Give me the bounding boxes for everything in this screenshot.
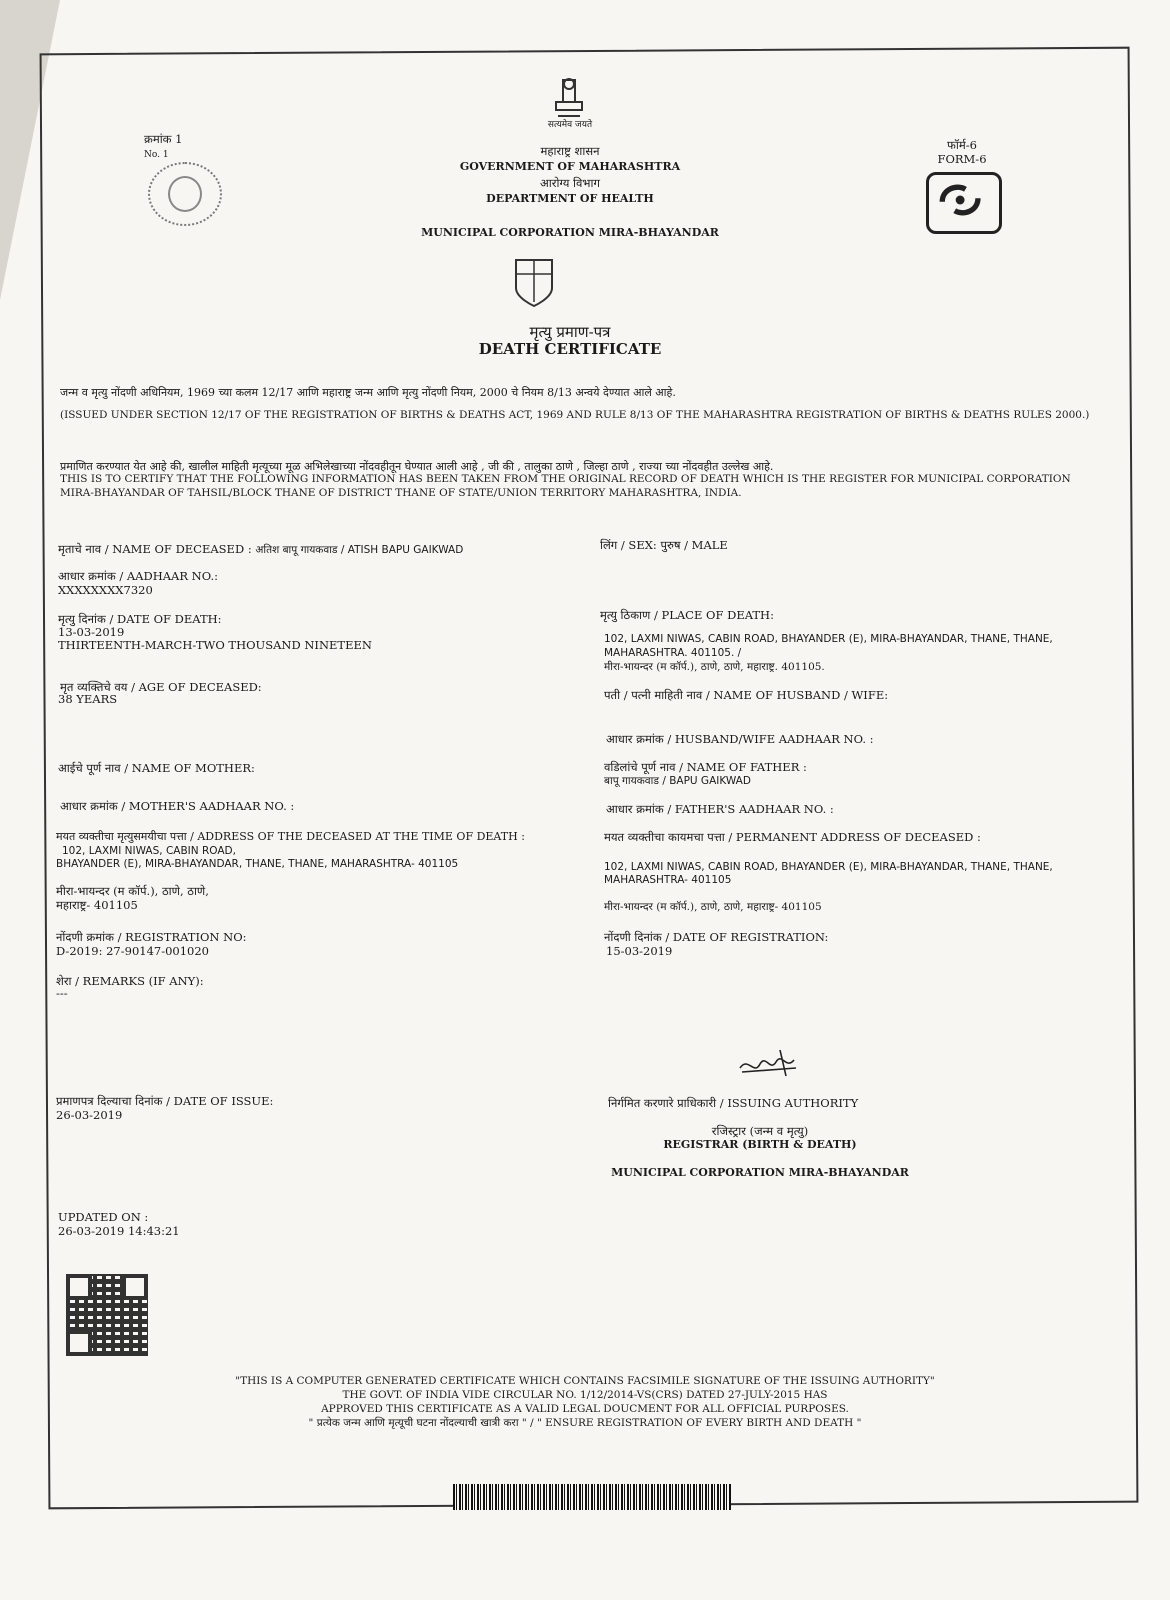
sex-label: लिंग / SEX:: [600, 538, 657, 552]
serial-mr: क्रमांक 1: [144, 132, 183, 146]
certify-en-2: MIRA-BHAYANDAR OF TAHSIL/BLOCK THANE OF DISTRICT THANE OF STATE/UNION TERRITORY MAHARASHTRA, INDIA.: [60, 487, 742, 499]
address-mr-2: महाराष्ट्र- 401105: [56, 898, 138, 912]
perm-line-2: MAHARASHTRA- 401105: [604, 874, 732, 886]
crs-logo-icon: [926, 172, 1002, 234]
title-mr: मृत्यु प्रमाण-पत्र: [529, 323, 611, 341]
mother-aadhaar-label: आधार क्रमांक / MOTHER'S AADHAAR NO. :: [60, 799, 295, 813]
deceased-name-label: मृताचे नाव / NAME OF DECEASED :: [58, 542, 252, 556]
regdate-label: नोंदणी दिनांक / DATE OF REGISTRATION:: [604, 930, 829, 944]
registrar-signature-icon: [736, 1046, 806, 1082]
updated-value: 26-03-2019 14:43:21: [58, 1224, 180, 1238]
regdate-value: 15-03-2019: [606, 944, 673, 958]
spouse-label: पती / पत्नी माहिती नाव / NAME OF HUSBAND / WIFE:: [604, 688, 889, 702]
father-label: वडिलांचे पूर्ण नाव / NAME OF FATHER :: [604, 760, 807, 774]
father-aadhaar-label: आधार क्रमांक / FATHER'S AADHAAR NO. :: [606, 802, 834, 816]
sex-row: [600, 538, 728, 552]
footer-line-1: "THIS IS A COMPUTER GENERATED CERTIFICATE WHICH CONTAINS FACSIMILE SIGNATURE OF THE ISSUING AUTHORITY": [235, 1375, 935, 1387]
gov-mr: महाराष्ट्र शासन: [540, 144, 600, 158]
deceased-name-row: [58, 542, 463, 557]
dod-words: THIRTEENTH-MARCH-TWO THOUSAND NINETEEN: [58, 638, 372, 652]
gov-en: GOVERNMENT OF MAHARASHTRA: [459, 160, 681, 173]
perm-label: मयत व्यक्तीचा कायमचा पत्ता / PERMANENT ADDRESS OF DECEASED :: [604, 830, 981, 844]
age-label: मृत व्यक्तिचे वय / AGE OF DECEASED:: [60, 680, 262, 694]
act-en: (ISSUED UNDER SECTION 12/17 OF THE REGISTRATION OF BIRTHS & DEATHS ACT, 1969 AND RULE 8/13 OF THE MAHARASHTRA REGISTRATION OF BIRTHS & DEATHS RULES 2000.): [60, 409, 1090, 421]
barcode-icon: [453, 1484, 731, 1510]
dod-value: 13-03-2019: [58, 625, 125, 639]
mother-label: आईचे पूर्ण नाव / NAME OF MOTHER:: [58, 761, 255, 775]
certificate-border: [40, 47, 1139, 1510]
address-line-1: 102, LAXMI NIWAS, CABIN ROAD,: [62, 845, 236, 857]
registrar-mr: रजिस्ट्रार (जन्म व मृत्यु): [711, 1124, 809, 1138]
footer-line-2: THE GOVT. OF INDIA VIDE CIRCULAR NO. 1/12/2014-VS(CRS) DATED 27-JULY-2015 HAS: [342, 1389, 828, 1401]
emblem-motto: सत्यमेव जयते: [547, 120, 593, 130]
dod-label: मृत्यु दिनांक / DATE OF DEATH:: [58, 612, 222, 626]
sex-value: पुरुष / MALE: [660, 538, 728, 552]
footer-line-3: APPROVED THIS CERTIFICATE AS A VALID LEGAL DOUCMENT FOR ALL OFFICIAL PURPOSES.: [321, 1403, 849, 1415]
form-en: FORM-6: [937, 152, 987, 166]
qr-code-icon: [66, 1274, 148, 1356]
issue-date-value: 26-03-2019: [56, 1108, 123, 1122]
municipal-crest-icon: [508, 254, 560, 310]
serial-en: No. 1: [144, 150, 169, 160]
stamp-seal-icon: [148, 162, 222, 226]
spouse-aadhaar-label: आधार क्रमांक / HUSBAND/WIFE AADHAAR NO. :: [606, 732, 874, 746]
father-value: बापू गायकवाड / BAPU GAIKWAD: [604, 775, 751, 787]
national-emblem-icon: [544, 74, 594, 124]
remarks-label: शेरा / REMARKS (IF ANY):: [56, 974, 204, 988]
address-line-2: BHAYANDER (E), MIRA-BHAYANDAR, THANE, THANE, MAHARASHTRA- 401105: [56, 858, 459, 870]
authority-label: निर्गमित करणारे प्राधिकारी / ISSUING AUTHORITY: [608, 1096, 859, 1110]
form-mr: फॉर्म-6: [947, 138, 977, 152]
updated-label: UPDATED ON :: [58, 1210, 149, 1224]
perm-mr: मीरा-भायन्दर (म कॉर्प.), ठाणे, ठाणे, महाराष्ट्र- 401105: [604, 901, 822, 913]
title-en: DEATH CERTIFICATE: [478, 340, 662, 358]
address-mr-1: मीरा-भायन्दर (म कॉर्प.), ठाणे, ठाणे,: [56, 884, 209, 898]
pod-value-mr: मीरा-भायन्दर (म कॉर्प.), ठाणे, ठाणे, महाराष्ट्र. 401105.: [604, 661, 825, 673]
aadhaar-label: आधार क्रमांक / AADHAAR NO.:: [58, 569, 218, 583]
pod-label: मृत्यु ठिकाण / PLACE OF DEATH:: [600, 608, 774, 622]
regno-label: नोंदणी क्रमांक / REGISTRATION NO:: [56, 930, 247, 944]
corporation-header: MUNICIPAL CORPORATION MIRA-BHAYANDAR: [421, 226, 719, 239]
address-label: मयत व्यक्तीचा मृत्युसमयीचा पत्ता / ADDRESS OF THE DECEASED AT THE TIME OF DEATH :: [56, 830, 525, 843]
act-mr: जन्म व मृत्यु नोंदणी अधिनियम, 1969 च्या कलम 12/17 आणि महाराष्ट्र जन्म आणि मृत्यु नोंदणी नियम, 2000 चे नियम 8/13 अन्वये देण्यात आले आहे.: [60, 386, 676, 399]
dept-mr: आरोग्य विभाग: [540, 176, 600, 190]
pod-value-1: 102, LAXMI NIWAS, CABIN ROAD, BHAYANDER (E), MIRA-BHAYANDAR, THANE, THANE,: [604, 633, 1053, 645]
issue-date-label: प्रमाणपत्र दिल्याचा दिनांक / DATE OF ISSUE:: [56, 1094, 274, 1108]
authority-org: MUNICIPAL CORPORATION MIRA-BHAYANDAR: [611, 1166, 909, 1179]
certify-mr: प्रमाणित करण्यात येत आहे की, खालील माहिती मृत्यूच्या मूळ अभिलेखाच्या नोंदवहीतून घेण्यात आली आहे , जी की , तालुका ठाणे , जिल्हा ठाणे , राज्या च्या नोंदवहीत उल्लेख आहे.: [60, 460, 774, 473]
perm-line-1: 102, LAXMI NIWAS, CABIN ROAD, BHAYANDER (E), MIRA-BHAYANDAR, THANE, THANE,: [604, 861, 1053, 873]
certify-en-1: THIS IS TO CERTIFY THAT THE FOLLOWING INFORMATION HAS BEEN TAKEN FROM THE ORIGINAL RECORD OF DEATH WHICH IS THE REGISTER FOR MUNICIPAL CORPORATION: [60, 473, 1071, 485]
registrar-en: REGISTRAR (BIRTH & DEATH): [663, 1138, 857, 1151]
pod-value-2: MAHARASHTRA. 401105. /: [604, 647, 742, 659]
deceased-name-value: अतिश बापू गायकवाड / ATISH BAPU GAIKWAD: [255, 544, 464, 556]
dept-en: DEPARTMENT OF HEALTH: [486, 192, 654, 205]
remarks-value: ---: [56, 986, 68, 1000]
regno-value: D-2019: 27-90147-001020: [56, 944, 210, 958]
aadhaar-value: XXXXXXXX7320: [58, 583, 153, 597]
age-value: 38 YEARS: [58, 692, 118, 706]
footer-line-4: " प्रत्येक जन्म आणि मृत्यूची घटना नोंदल्याची खात्री करा " / " ENSURE REGISTRATION OF EVERY BIRTH AND DEATH ": [308, 1417, 862, 1429]
